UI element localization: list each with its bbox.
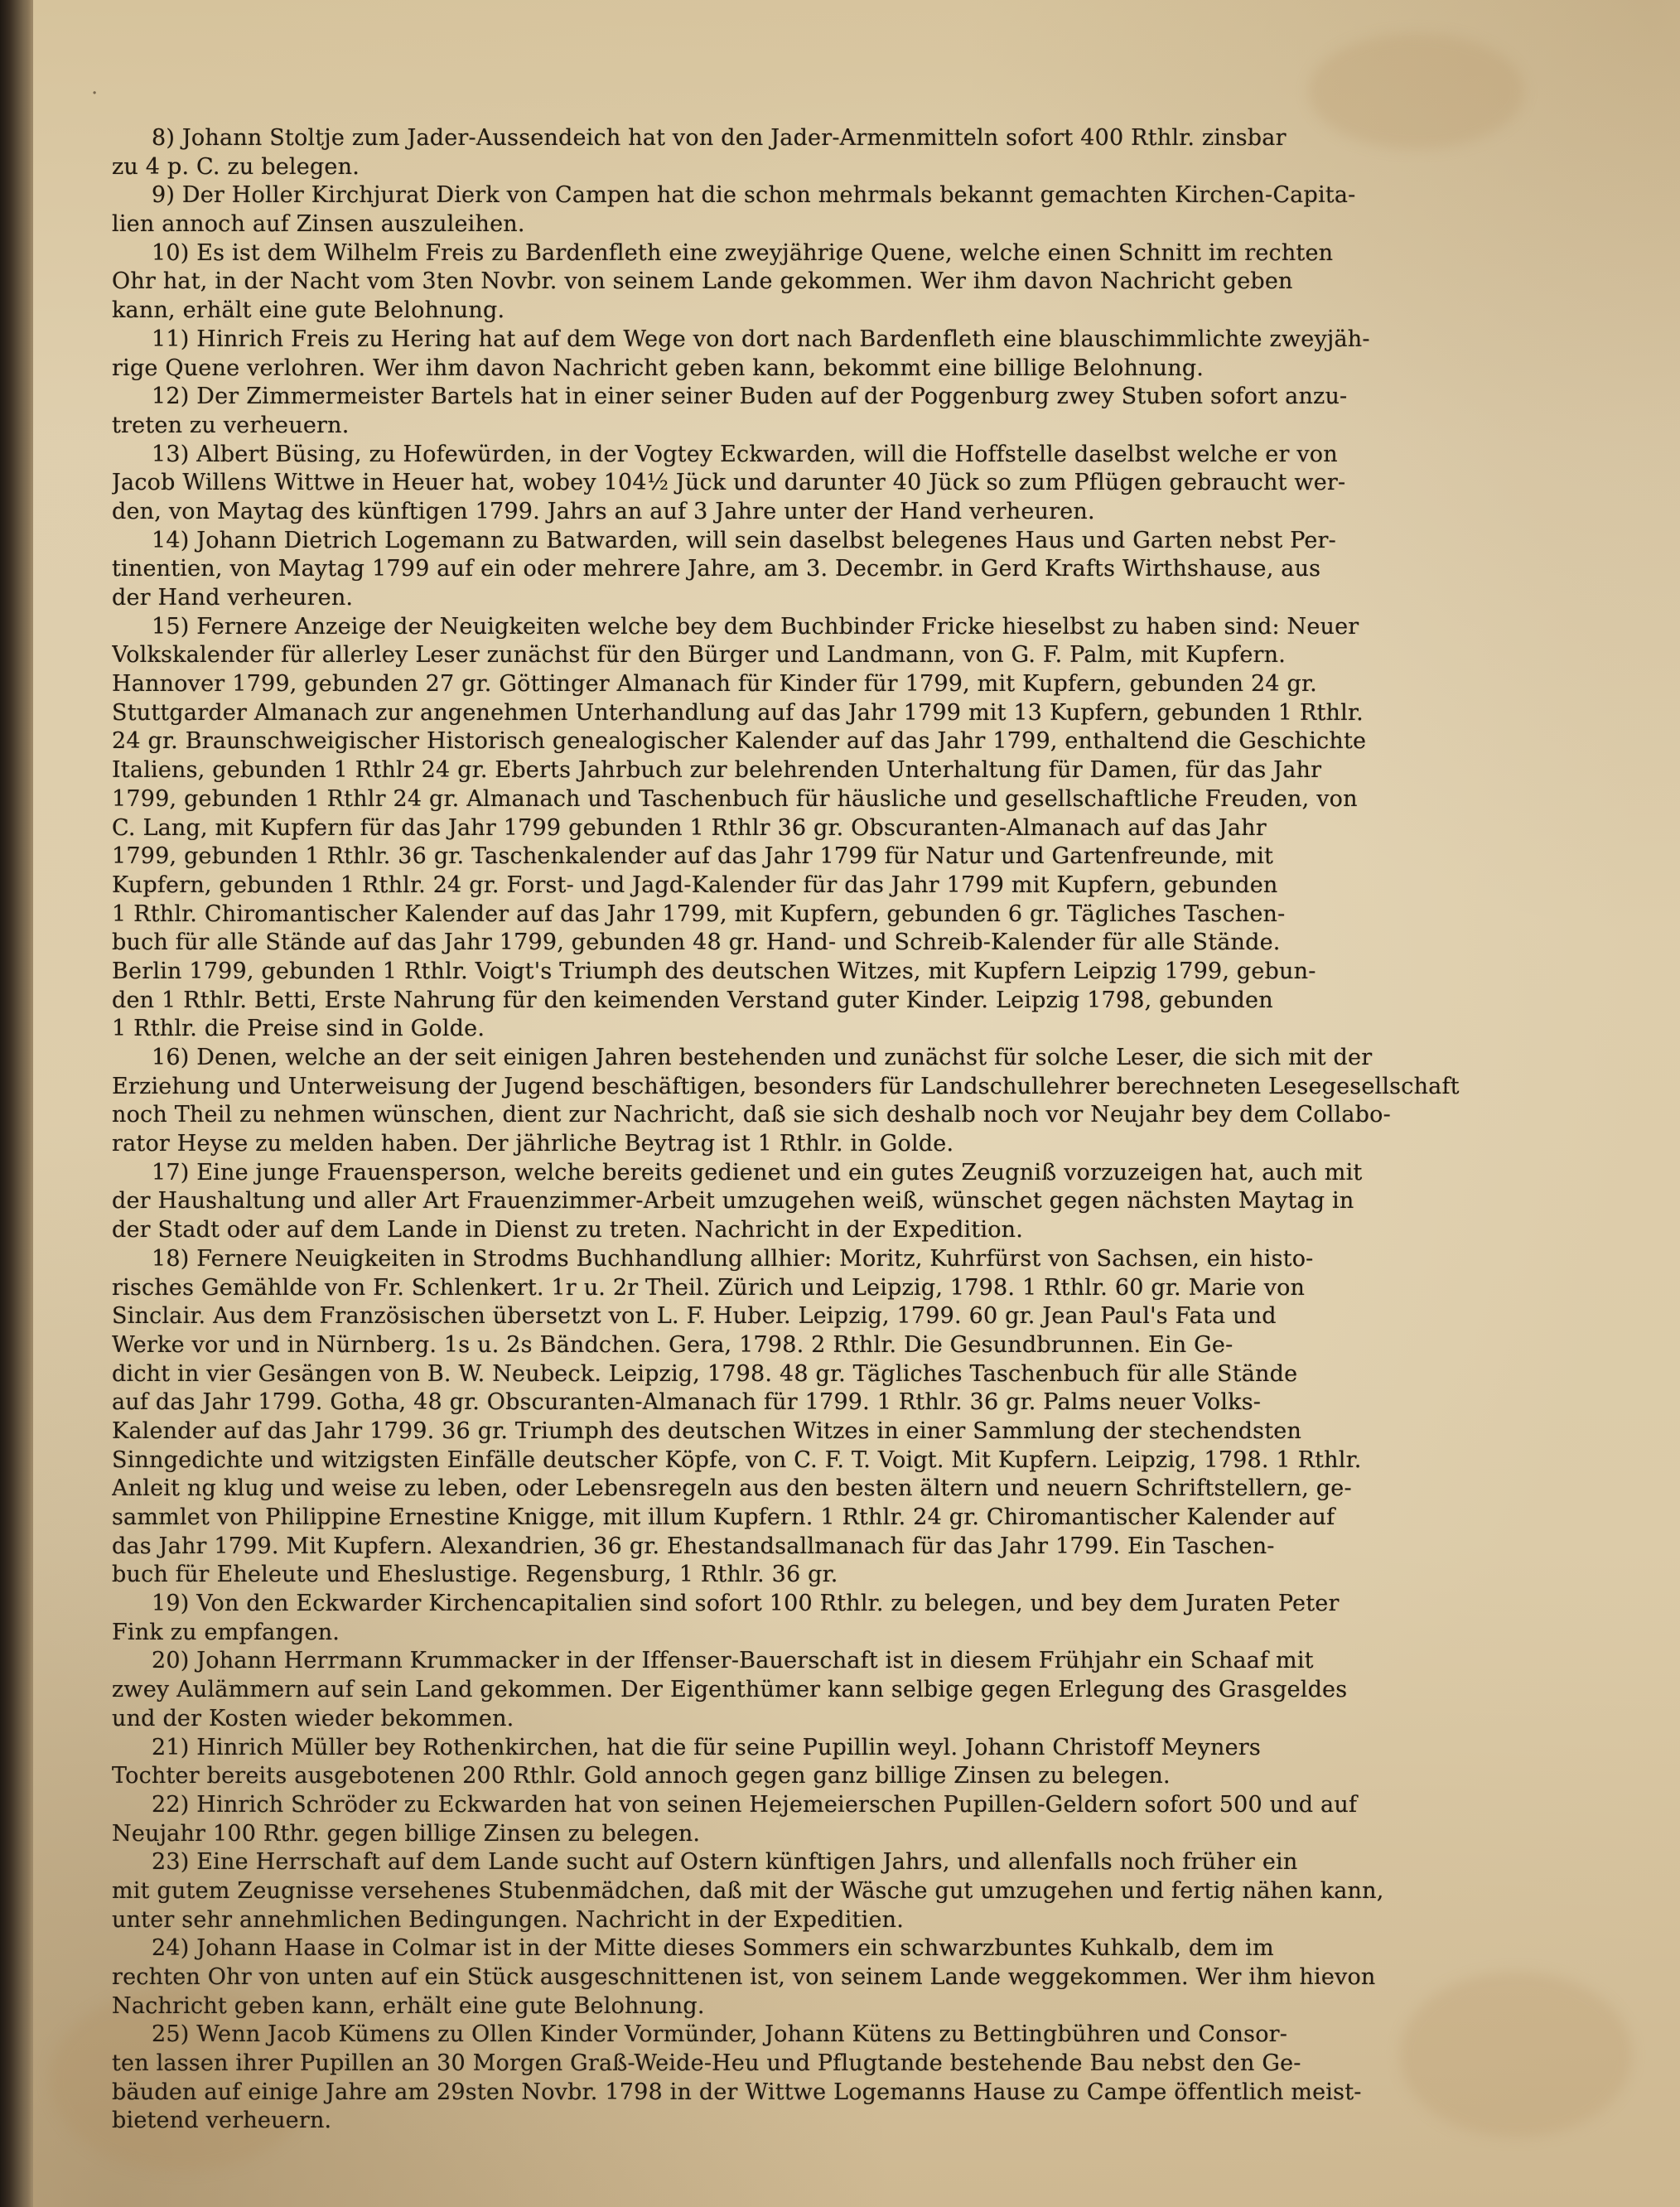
text-line: sammlet von Philippine Ernestine Knigge, mit illum Kupfern. 1 Rthlr. 24 gr. Chiromantischer Kalender auf [112,1504,1335,1530]
text-line: 11) Hinrich Freis zu Hering hat auf dem Wege von dort nach Bardenfleth eine blauschimmlichte zweyjäh- [152,326,1370,352]
text-line: der Haushaltung und aller Art Frauenzimmer-Arbeit umzugehen weiß, wünschet gegen nächsten Maytag in [112,1188,1354,1215]
text-line: Sinclair. Aus dem Französischen übersetzt von L. F. Huber. Leipzig, 1799. 60 gr. Jean Paul's Fata und [112,1303,1277,1330]
text-line: 15) Fernere Anzeige der Neuigkeiten welche bey dem Buchbinder Fricke hieselbst zu haben sind: Neuer [152,613,1359,640]
facing-page-edge [0,0,31,2207]
text-line: 24 gr. Braunschweigischer Historisch genealogischer Kalender auf das Jahr 1799, enthaltend die Geschichte [112,728,1367,755]
text-line: risches Gemählde von Fr. Schlenkert. 1r u. 2r Theil. Zürich und Leipzig, 1798. 1 Rthlr. 60 gr. Marie von [112,1274,1306,1301]
text-line: Erziehung und Unterweisung der Jugend beschäftigen, besonders für Landschullehrer berechneten Lesegesellschaft [112,1073,1460,1099]
text-line: tinentien, von Maytag 1799 auf ein oder mehrere Jahre, am 3. Decembr. in Gerd Krafts Wirthshause, aus [112,556,1321,582]
text-line: Stuttgarder Almanach zur angenehmen Unterhandlung auf das Jahr 1799 mit 13 Kupfern, gebunden 1 Rthlr. [112,699,1364,726]
text-line: lien annoch auf Zinsen auszuleihen. [112,211,525,238]
text-line: Sinngedichte und witzigsten Einfälle deutscher Köpfe, von C. F. T. Voigt. Mit Kupfern. Leipzig, 1798. 1 Rthlr. [112,1446,1362,1473]
text-line: C. Lang, mit Kupfern für das Jahr 1799 gebunden 1 Rthlr 36 gr. Obscuranten-Almanach auf das Jahr [112,814,1267,841]
text-line: bietend verheuern. [112,2108,332,2134]
text-line: 1799, gebunden 1 Rthlr. 36 gr. Taschenkalender auf das Jahr 1799 für Natur und Gartenfreunde, mit [112,843,1274,870]
text-line: zwey Aulämmern auf sein Land gekommen. Der Eigenthümer kann selbige gegen Erlegung des Grasgeldes [112,1677,1348,1703]
text-line: 1 Rthlr. Chiromantischer Kalender auf das Jahr 1799, mit Kupfern, gebunden 6 gr. Tägliches Taschen- [112,901,1286,927]
text-line: 12) Der Zimmermeister Bartels hat in einer seiner Buden auf der Poggenburg zwey Stuben sofort anzu- [152,384,1348,410]
text-line: 14) Johann Dietrich Logemann zu Batwarden, will sein daselbst belegenes Haus und Garten nebst Per- [152,527,1336,553]
text-line: Anleit ng klug und weise zu leben, oder Lebensregeln aus den besten ältern und neuern Schriftstellern, ge- [112,1475,1352,1502]
text-line: ten lassen ihrer Pupillen an 30 Morgen Graß-Weide-Heu und Pflugtande bestehende Bau nebst den Ge- [112,2050,1301,2077]
text-line: 1799, gebunden 1 Rthlr 24 gr. Almanach und Taschenbuch für häusliche und gesellschaftliche Freuden, von [112,785,1358,812]
text-line: 24) Johann Haase in Colmar ist in der Mitte dieses Sommers ein schwarzbuntes Kuhkalb, dem im [152,1935,1274,1962]
text-line: zu 4 p. C. zu belegen. [112,153,360,180]
text-line: Nachricht geben kann, erhält eine gute Belohnung. [112,1992,705,2019]
text-line: Berlin 1799, gebunden 1 Rthlr. Voigt's Triumph des deutschen Witzes, mit Kupfern Leipzig 1799, gebun- [112,958,1316,984]
text-line: 18) Fernere Neuigkeiten in Strodms Buchhandlung allhier: Moritz, Kuhrfürst von Sachsen, ein histo- [152,1245,1314,1272]
text-line: 9) Der Holler Kirchjurat Dierk von Campen hat die schon mehrmals bekannt gemachten Kirchen-Capita- [152,182,1356,209]
text-line: und der Kosten wieder bekommen. [112,1705,514,1731]
text-line: noch Theil zu nehmen wünschen, dient zur Nachricht, daß sie sich deshalb noch vor Neujahr bey dem Collabo- [112,1102,1391,1128]
text-line: Ohr hat, in der Nacht vom 3ten Novbr. von seinem Lande gekommen. Wer ihm davon Nachricht geben [112,268,1293,295]
text-line: 21) Hinrich Müller bey Rothenkirchen, hat die für seine Pupillin weyl. Johann Christoff Meyners [152,1734,1261,1760]
text-line: der Stadt oder auf dem Lande in Dienst zu treten. Nachricht in der Expedition. [112,1217,1024,1244]
text-line: rige Quene verlohren. Wer ihm davon Nachricht geben kann, bekommt eine billige Belohnung. [112,355,1204,381]
text-line: dicht in vier Gesängen von B. W. Neubeck. Leipzig, 1798. 48 gr. Tägliches Taschenbuch für alle Stände [112,1360,1298,1387]
text-line: 19) Von den Eckwarder Kirchencapitalien sind sofort 100 Rthlr. zu belegen, und bey dem Juraten Peter [152,1591,1340,1617]
text-line: buch für Eheleute und Eheslustige. Regensburg, 1 Rthlr. 36 gr. [112,1562,838,1588]
text-line: kann, erhält eine gute Belohnung. [112,297,505,324]
corner-mark: · [91,81,99,106]
text-line: Kupfern, gebunden 1 Rthlr. 24 gr. Forst- und Jagd-Kalender für das Jahr 1799 mit Kupfern, gebunden [112,872,1278,898]
text-line: Fink zu empfangen. [112,1619,340,1645]
text-line: 25) Wenn Jacob Kümens zu Ollen Kinder Vormünder, Johann Kütens zu Bettingbühren und Consor- [152,2021,1288,2048]
text-line: auf das Jahr 1799. Gotha, 48 gr. Obscuranten-Almanach für 1799. 1 Rthlr. 36 gr. Palms neuer Volks- [112,1389,1262,1416]
text-line: bäuden auf einige Jahre am 29sten Novbr. 1798 in der Wittwe Logemanns Hause zu Campe öffentlich meist- [112,2079,1362,2105]
text-line: den, von Maytag des künftigen 1799. Jahrs an auf 3 Jahre unter der Hand verheuren. [112,498,1095,524]
text-line: Hannover 1799, gebunden 27 gr. Göttinger Almanach für Kinder für 1799, mit Kupfern, gebunden 24 gr. [112,671,1317,698]
text-line: unter sehr annehmlichen Bedingungen. Nachricht in der Expeditien. [112,1906,905,1933]
text-line: Volkskalender für allerley Leser zunächst für den Bürger und Landmann, von G. F. Palm, mit Kupfern. [112,642,1286,669]
text-line: 23) Eine Herrschaft auf dem Lande sucht auf Ostern künftigen Jahrs, und allenfalls noch früher ein [152,1849,1298,1876]
text-line: Italiens, gebunden 1 Rthlr 24 gr. Eberts Jahrbuch zur belehrenden Unterhaltung für Damen, für das Jahr [112,757,1322,784]
text-line: Tochter bereits ausgebotenen 200 Rthlr. Gold annoch gegen ganz billige Zinsen zu belegen. [112,1763,1171,1789]
newspaper-page [33,0,1680,2207]
text-line: der Hand verheuren. [112,585,354,611]
text-line: Jacob Willens Wittwe in Heuer hat, wobey 104½ Jück und darunter 40 Jück so zum Pflügen gebraucht wer- [112,470,1346,496]
text-line: 8) Johann Stoltje zum Jader-Aussendeich hat von den Jader-Armenmitteln sofort 400 Rthlr. zinsbar [152,125,1287,151]
article-text-column [112,124,1479,2136]
text-line: mit gutem Zeugnisse versehenes Stubenmädchen, daß mit der Wäsche gut umzugehen und fertig nähen kann, [112,1877,1384,1904]
text-line: rator Heyse zu melden haben. Der jährliche Beytrag ist 1 Rthlr. in Golde. [112,1131,954,1157]
text-line: 1 Rthlr. die Preise sind in Golde. [112,1016,485,1042]
text-line: 16) Denen, welche an der seit einigen Jahren bestehenden und zunächst für solche Leser, die sich mit der [152,1045,1373,1070]
text-line: Neujahr 100 Rthr. gegen billige Zinsen zu belegen. [112,1820,701,1847]
text-line: 13) Albert Büsing, zu Hofewürden, in der Vogtey Eckwarden, will die Hoffstelle daselbst welche er von [152,441,1338,467]
text-line: Kalender auf das Jahr 1799. 36 gr. Triumph des deutschen Witzes in einer Sammlung der stechendsten [112,1417,1302,1444]
text-line: Werke vor und in Nürnberg. 1s u. 2s Bändchen. Gera, 1798. 2 Rthlr. Die Gesundbrunnen. Ein Ge- [112,1331,1233,1358]
text-line: rechten Ohr von unten auf ein Stück ausgeschnittenen ist, von seinem Lande weggekommen. Wer ihm hievon [112,1964,1376,1990]
text-line: 20) Johann Herrmann Krummacker in der Iffenser-Bauerschaft ist in diesem Frühjahr ein Schaaf mit [152,1648,1314,1674]
text-line: 22) Hinrich Schröder zu Eckwarden hat von seinen Hejemeierschen Pupillen-Geldern sofort 500 und auf [152,1791,1358,1818]
text-line: treten zu verheuern. [112,412,350,438]
text-line: das Jahr 1799. Mit Kupfern. Alexandrien, 36 gr. Ehestandsallmanach für das Jahr 1799. Ein Taschen- [112,1533,1275,1559]
text-line: 10) Es ist dem Wilhelm Freis zu Bardenfleth eine zweyjährige Quene, welche einen Schnitt im rechten [152,239,1334,266]
text-line: den 1 Rthlr. Betti, Erste Nahrung für den keimenden Verstand guter Kinder. Leipzig 1798, gebunden [112,987,1273,1013]
text-line: 17) Eine junge Frauensperson, welche bereits gedienet und ein gutes Zeugniß vorzuzeigen hat, auch mit [152,1159,1363,1186]
text-line: buch für alle Stände auf das Jahr 1799, gebunden 48 gr. Hand- und Schreib-Kalender für alle Stände. [112,930,1281,956]
